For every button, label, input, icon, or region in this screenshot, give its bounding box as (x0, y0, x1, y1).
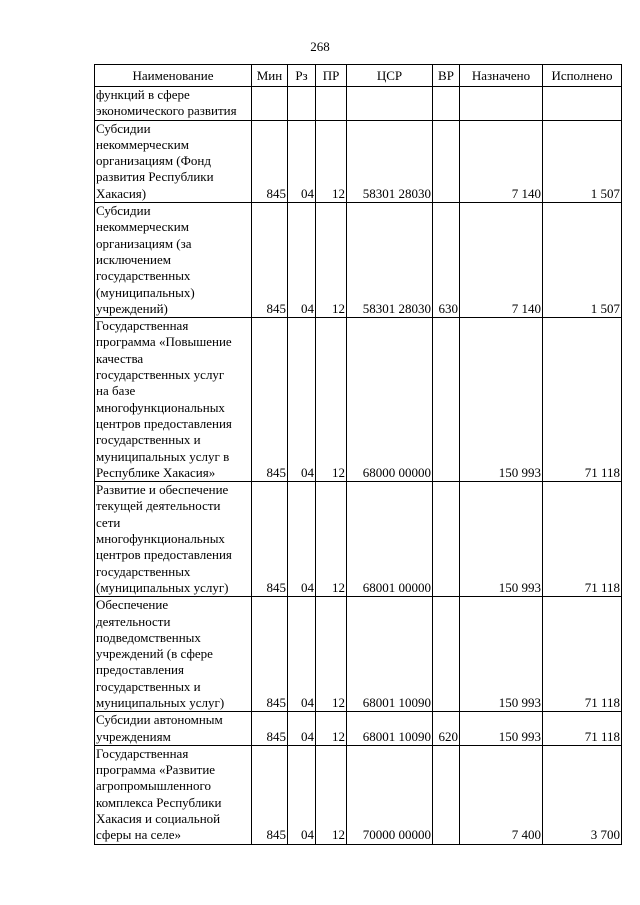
row-csr: 58301 28030 (347, 203, 433, 318)
table-row (95, 745, 622, 844)
row-assigned: 150 993 (460, 482, 543, 597)
header-rz: Рз (288, 65, 316, 87)
table-row (95, 120, 622, 202)
row-rz: 04 (288, 745, 316, 844)
header-min: Мин (252, 65, 288, 87)
header-executed: Исполнено (543, 65, 622, 87)
row-min: 845 (252, 712, 288, 746)
row-csr: 70000 00000 (347, 745, 433, 844)
row-assigned (460, 87, 543, 121)
row-vr (433, 318, 460, 482)
row-vr (433, 482, 460, 597)
budget-table (94, 64, 622, 845)
row-assigned: 150 993 (460, 712, 543, 746)
row-pr (316, 87, 347, 121)
row-executed: 1 507 (543, 203, 622, 318)
row-executed: 71 118 (543, 712, 622, 746)
row-rz: 04 (288, 597, 316, 712)
row-rz: 04 (288, 203, 316, 318)
header-pr: ПР (316, 65, 347, 87)
row-vr (433, 597, 460, 712)
row-assigned: 7 140 (460, 203, 543, 318)
row-min: 845 (252, 318, 288, 482)
row-rz: 04 (288, 482, 316, 597)
row-vr: 630 (433, 203, 460, 318)
row-assigned: 150 993 (460, 597, 543, 712)
row-min: 845 (252, 745, 288, 844)
row-executed: 71 118 (543, 318, 622, 482)
table-row (95, 318, 622, 482)
row-pr: 12 (316, 597, 347, 712)
row-name: Государственная программа «Развитие агропромышленного комплекса Республики Хакасия и социальной сферы на селе» (95, 745, 252, 844)
row-csr: 68001 10090 (347, 597, 433, 712)
header-assigned: Назначено (460, 65, 543, 87)
row-name: Развитие и обеспечение текущей деятельности сети многофункциональных центров предоставления государственных (муниципальных услуг) (95, 482, 252, 597)
table-row (95, 203, 622, 318)
row-csr: 68001 10090 (347, 712, 433, 746)
row-rz: 04 (288, 318, 316, 482)
page-number: 268 (310, 39, 330, 54)
row-executed: 1 507 (543, 120, 622, 202)
row-vr (433, 745, 460, 844)
header-row (95, 65, 622, 87)
row-rz: 04 (288, 712, 316, 746)
row-executed: 3 700 (543, 745, 622, 844)
row-pr: 12 (316, 318, 347, 482)
table-row (95, 712, 622, 746)
row-min (252, 87, 288, 121)
row-csr: 58301 28030 (347, 120, 433, 202)
header-csr: ЦСР (347, 65, 433, 87)
header-name: Наименование (95, 65, 252, 87)
row-min: 845 (252, 482, 288, 597)
row-min: 845 (252, 120, 288, 202)
row-executed: 71 118 (543, 597, 622, 712)
table-row (95, 482, 622, 597)
row-pr: 12 (316, 120, 347, 202)
row-min: 845 (252, 203, 288, 318)
row-executed (543, 87, 622, 121)
row-min: 845 (252, 597, 288, 712)
row-csr: 68001 00000 (347, 482, 433, 597)
row-pr: 12 (316, 482, 347, 597)
row-assigned: 150 993 (460, 318, 543, 482)
row-rz (288, 87, 316, 121)
row-name: Субсидии автономным учреждениям (95, 712, 252, 746)
row-vr: 620 (433, 712, 460, 746)
row-assigned: 7 400 (460, 745, 543, 844)
row-assigned: 7 140 (460, 120, 543, 202)
row-name: Субсидии некоммерческим организациям (за исключением государственных (муниципальных) учреждений) (95, 203, 252, 318)
row-name: Государственная программа «Повышение качества государственных услуг на базе многофункциональных центров предоставления государственных и муниципальных услуг в Республике Хакасия» (95, 318, 252, 482)
row-csr (347, 87, 433, 121)
row-pr: 12 (316, 712, 347, 746)
table-row (95, 87, 622, 121)
header-vr: ВР (433, 65, 460, 87)
row-pr: 12 (316, 203, 347, 318)
table-row (95, 597, 622, 712)
row-vr (433, 87, 460, 121)
row-name: Обеспечение деятельности подведомственных учреждений (в сфере предоставления государственных и муниципальных услуг) (95, 597, 252, 712)
row-name: Субсидии некоммерческим организациям (Фонд развития Республики Хакасия) (95, 120, 252, 202)
row-vr (433, 120, 460, 202)
row-name: функций в сфере экономического развития (95, 87, 252, 121)
row-pr: 12 (316, 745, 347, 844)
row-rz: 04 (288, 120, 316, 202)
row-executed: 71 118 (543, 482, 622, 597)
row-csr: 68000 00000 (347, 318, 433, 482)
